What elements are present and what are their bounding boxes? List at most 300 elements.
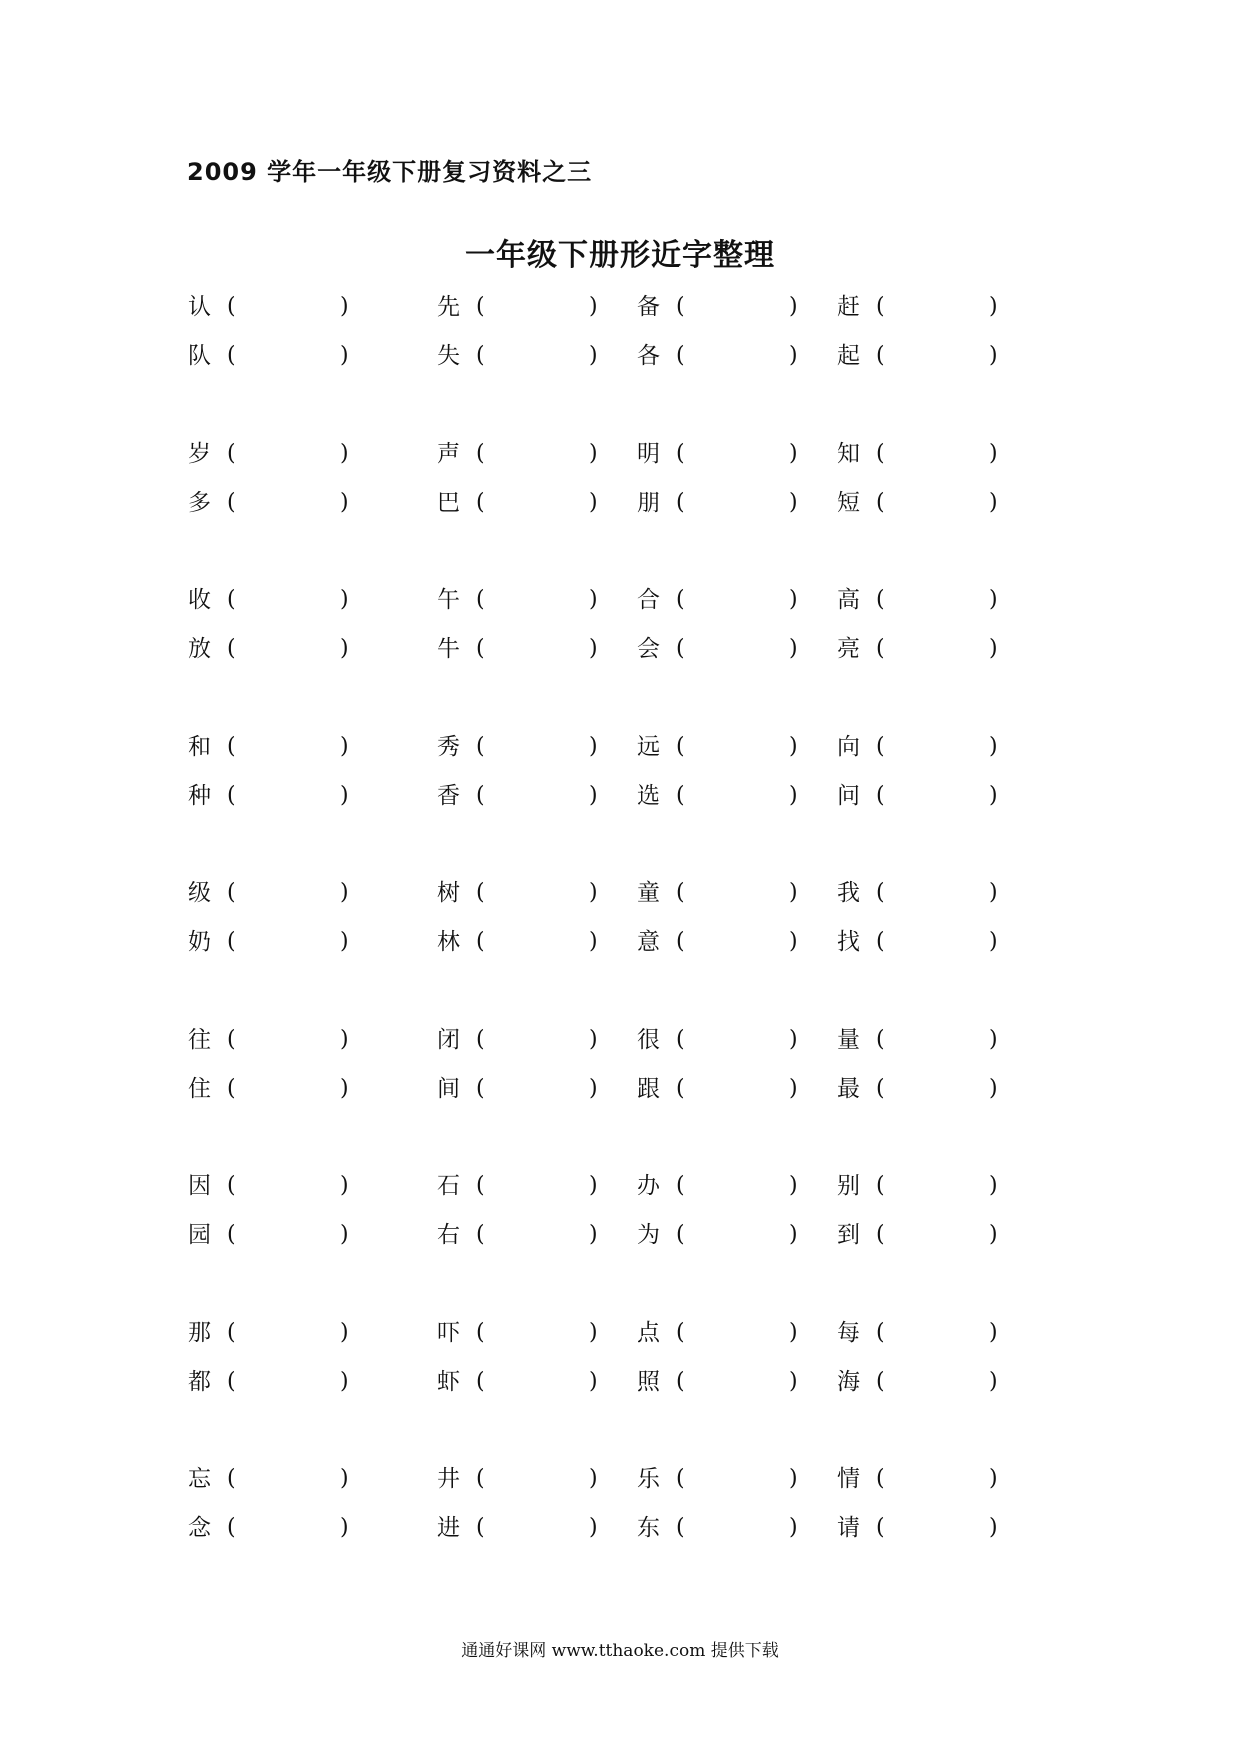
left-parenthesis: (: [227, 1026, 236, 1052]
character-item: [837, 434, 1009, 474]
left-parenthesis: (: [676, 880, 685, 905]
character-item: [837, 1069, 1009, 1109]
character-item: [437, 1508, 609, 1548]
left-parenthesis: (: [227, 1368, 236, 1394]
answer-blank[interactable]: [892, 786, 984, 806]
answer-blank[interactable]: [492, 444, 584, 464]
left-parenthesis: (: [476, 1222, 485, 1247]
answer-blank[interactable]: [892, 737, 984, 757]
left-parenthesis: (: [476, 1368, 485, 1394]
left-parenthesis: (: [476, 880, 485, 905]
left-parenthesis: (: [876, 440, 885, 466]
answer-blank[interactable]: [692, 1225, 784, 1245]
right-parenthesis: ): [589, 294, 598, 319]
character-group: [0, 287, 1240, 387]
character-item: [188, 922, 360, 962]
left-parenthesis: (: [227, 782, 236, 808]
answer-blank[interactable]: [492, 297, 584, 317]
character-label: 赶: [837, 294, 860, 320]
right-parenthesis: ): [789, 929, 798, 954]
character-label: 到: [837, 1222, 860, 1248]
character-label: 高: [837, 587, 860, 613]
left-parenthesis: (: [876, 1466, 885, 1491]
answer-blank[interactable]: [892, 1323, 984, 1343]
character-label: 远: [637, 733, 660, 760]
character-label: 海: [837, 1368, 860, 1395]
character-row: [0, 580, 1240, 620]
character-group: [0, 1166, 1240, 1266]
character-label: 都: [188, 1368, 211, 1395]
right-parenthesis: ): [989, 1368, 998, 1394]
answer-blank[interactable]: [492, 1176, 584, 1196]
left-parenthesis: (: [676, 294, 685, 319]
left-parenthesis: (: [876, 294, 885, 319]
character-item: [188, 1459, 360, 1499]
character-label: 岁: [188, 440, 211, 467]
character-row: [0, 1069, 1240, 1109]
right-parenthesis: ): [789, 880, 798, 905]
character-item: [188, 1313, 360, 1353]
left-parenthesis: (: [876, 929, 885, 954]
character-label: 选: [637, 782, 660, 809]
character-label: 朋: [637, 489, 660, 516]
answer-blank[interactable]: [692, 1079, 784, 1099]
right-parenthesis: ): [789, 1319, 798, 1345]
answer-blank[interactable]: [892, 1518, 984, 1538]
left-parenthesis: (: [876, 587, 885, 612]
answer-blank[interactable]: [243, 1372, 335, 1392]
right-parenthesis: ): [340, 587, 349, 612]
answer-blank[interactable]: [692, 1518, 784, 1538]
answer-blank[interactable]: [692, 297, 784, 317]
character-item: [637, 1508, 809, 1548]
left-parenthesis: (: [476, 1026, 485, 1052]
character-item: [637, 776, 809, 816]
answer-blank[interactable]: [243, 493, 335, 513]
character-item: [837, 776, 1009, 816]
answer-blank[interactable]: [243, 297, 335, 317]
answer-blank[interactable]: [243, 1176, 335, 1196]
character-item: [837, 727, 1009, 767]
right-parenthesis: ): [589, 1368, 598, 1394]
answer-blank[interactable]: [492, 1225, 584, 1245]
right-parenthesis: ): [589, 1026, 598, 1052]
answer-blank[interactable]: [492, 1323, 584, 1343]
right-parenthesis: ): [589, 782, 598, 808]
character-item: [637, 1069, 809, 1109]
character-label: 认: [188, 294, 211, 320]
right-parenthesis: ): [989, 1319, 998, 1345]
character-label: 和: [188, 733, 211, 760]
answer-blank[interactable]: [492, 1030, 584, 1050]
character-item: [637, 1215, 809, 1255]
right-parenthesis: ): [589, 1515, 598, 1540]
character-label: 最: [837, 1075, 860, 1102]
character-row: [0, 873, 1240, 913]
character-item: [837, 1215, 1009, 1255]
character-label: 童: [637, 880, 660, 906]
character-label: 东: [637, 1515, 660, 1541]
character-label: 右: [437, 1222, 460, 1248]
right-parenthesis: ): [789, 1222, 798, 1247]
right-parenthesis: ): [340, 929, 349, 954]
left-parenthesis: (: [227, 440, 236, 466]
right-parenthesis: ): [789, 1075, 798, 1101]
answer-blank[interactable]: [243, 786, 335, 806]
character-item: [437, 336, 609, 376]
character-item: [437, 483, 609, 523]
character-row: [0, 922, 1240, 962]
right-parenthesis: ): [340, 733, 349, 759]
left-parenthesis: (: [876, 343, 885, 368]
left-parenthesis: (: [676, 1466, 685, 1491]
character-item: [188, 1020, 360, 1060]
left-parenthesis: (: [227, 294, 236, 319]
character-row: [0, 434, 1240, 474]
answer-blank[interactable]: [892, 1372, 984, 1392]
right-parenthesis: ): [340, 489, 349, 515]
answer-blank[interactable]: [692, 1323, 784, 1343]
right-parenthesis: ): [340, 1515, 349, 1540]
right-parenthesis: ): [789, 636, 798, 661]
left-parenthesis: (: [876, 1222, 885, 1247]
answer-blank[interactable]: [692, 444, 784, 464]
left-parenthesis: (: [676, 489, 685, 515]
character-label: 问: [837, 782, 860, 809]
answer-blank[interactable]: [692, 932, 784, 952]
character-label: 各: [637, 343, 660, 369]
right-parenthesis: ): [989, 343, 998, 368]
character-label: 香: [437, 782, 460, 809]
footer-text: 通通好课网 www.tthaoke.com 提供下载: [461, 1641, 779, 1661]
character-item: [637, 1313, 809, 1353]
character-label: 住: [188, 1075, 211, 1102]
right-parenthesis: ): [589, 1222, 598, 1247]
answer-blank[interactable]: [243, 1030, 335, 1050]
answer-blank[interactable]: [243, 932, 335, 952]
character-item: [437, 1069, 609, 1109]
left-parenthesis: (: [476, 587, 485, 612]
character-label: 为: [637, 1222, 660, 1248]
character-item: [188, 727, 360, 767]
answer-blank[interactable]: [892, 932, 984, 952]
character-item: [437, 1459, 609, 1499]
right-parenthesis: ): [989, 733, 998, 759]
right-parenthesis: ): [789, 587, 798, 612]
answer-blank[interactable]: [243, 346, 335, 366]
answer-blank[interactable]: [243, 737, 335, 757]
character-label: 牛: [437, 636, 460, 662]
answer-blank[interactable]: [892, 1469, 984, 1489]
character-item: [437, 727, 609, 767]
character-item: [637, 287, 809, 327]
right-parenthesis: ): [789, 489, 798, 515]
answer-blank[interactable]: [492, 346, 584, 366]
character-item: [437, 873, 609, 913]
character-group: [0, 1020, 1240, 1120]
left-parenthesis: (: [876, 636, 885, 661]
right-parenthesis: ): [589, 1075, 598, 1101]
character-item: [837, 1508, 1009, 1548]
right-parenthesis: ): [989, 929, 998, 954]
left-parenthesis: (: [227, 489, 236, 515]
character-label: 收: [188, 587, 211, 613]
right-parenthesis: ): [589, 1319, 598, 1345]
character-label: 进: [437, 1515, 460, 1541]
right-parenthesis: ): [789, 343, 798, 368]
answer-blank[interactable]: [492, 1469, 584, 1489]
answer-blank[interactable]: [892, 1225, 984, 1245]
right-parenthesis: ): [589, 929, 598, 954]
character-label: 乐: [637, 1466, 660, 1492]
character-item: [637, 873, 809, 913]
character-item: [637, 629, 809, 669]
character-label: 园: [188, 1222, 211, 1248]
answer-blank[interactable]: [692, 737, 784, 757]
character-item: [188, 580, 360, 620]
answer-blank[interactable]: [692, 590, 784, 610]
left-parenthesis: (: [476, 782, 485, 808]
right-parenthesis: ): [340, 782, 349, 808]
character-group: [0, 1313, 1240, 1413]
character-label: 午: [437, 587, 460, 613]
left-parenthesis: (: [227, 636, 236, 661]
character-row: [0, 776, 1240, 816]
answer-blank[interactable]: [492, 493, 584, 513]
character-label: 秀: [437, 733, 460, 760]
left-parenthesis: (: [227, 1466, 236, 1491]
character-label: 声: [437, 440, 460, 467]
right-parenthesis: ): [340, 343, 349, 368]
character-row: [0, 336, 1240, 376]
left-parenthesis: (: [876, 733, 885, 759]
character-label: 别: [837, 1173, 860, 1199]
character-row: [0, 727, 1240, 767]
left-parenthesis: (: [476, 440, 485, 466]
answer-blank[interactable]: [492, 590, 584, 610]
character-group: [0, 727, 1240, 827]
character-label: 每: [837, 1319, 860, 1346]
header-title: 2009 学年一年级下册复习资料之三: [187, 158, 593, 186]
character-item: [188, 434, 360, 474]
answer-blank[interactable]: [892, 1176, 984, 1196]
character-item: [637, 922, 809, 962]
answer-blank[interactable]: [492, 1079, 584, 1099]
right-parenthesis: ): [989, 587, 998, 612]
answer-blank[interactable]: [892, 346, 984, 366]
character-label: 合: [637, 587, 660, 613]
character-item: [437, 1362, 609, 1402]
left-parenthesis: (: [676, 1075, 685, 1101]
right-parenthesis: ): [589, 343, 598, 368]
character-label: 跟: [637, 1075, 660, 1102]
character-label: 明: [637, 440, 660, 467]
right-parenthesis: ): [789, 1368, 798, 1394]
answer-blank[interactable]: [243, 883, 335, 903]
character-group: [0, 1459, 1240, 1559]
character-label: 念: [188, 1515, 211, 1541]
right-parenthesis: ): [340, 440, 349, 466]
right-parenthesis: ): [340, 1173, 349, 1198]
answer-blank[interactable]: [692, 1176, 784, 1196]
right-parenthesis: ): [340, 1222, 349, 1247]
answer-blank[interactable]: [492, 932, 584, 952]
character-item: [837, 1020, 1009, 1060]
character-item: [437, 580, 609, 620]
character-label: 意: [637, 929, 660, 955]
right-parenthesis: ): [789, 782, 798, 808]
answer-blank[interactable]: [492, 1372, 584, 1392]
character-label: 短: [837, 489, 860, 516]
right-parenthesis: ): [989, 440, 998, 466]
answer-blank[interactable]: [492, 639, 584, 659]
left-parenthesis: (: [876, 1075, 885, 1101]
character-item: [837, 922, 1009, 962]
character-label: 亮: [837, 636, 860, 662]
left-parenthesis: (: [676, 587, 685, 612]
right-parenthesis: ): [989, 1466, 998, 1491]
character-label: 忘: [188, 1466, 211, 1492]
character-label: 会: [637, 636, 660, 662]
right-parenthesis: ): [789, 1466, 798, 1491]
character-item: [637, 1166, 809, 1206]
left-parenthesis: (: [676, 1222, 685, 1247]
character-item: [637, 483, 809, 523]
left-parenthesis: (: [676, 1319, 685, 1345]
character-item: [837, 1313, 1009, 1353]
right-parenthesis: ): [789, 440, 798, 466]
left-parenthesis: (: [476, 1319, 485, 1345]
answer-blank[interactable]: [892, 444, 984, 464]
character-label: 很: [637, 1026, 660, 1053]
character-label: 备: [637, 294, 660, 320]
answer-blank[interactable]: [892, 1079, 984, 1099]
left-parenthesis: (: [876, 880, 885, 905]
answer-blank[interactable]: [243, 590, 335, 610]
character-item: [837, 483, 1009, 523]
answer-blank[interactable]: [892, 883, 984, 903]
character-item: [837, 580, 1009, 620]
answer-blank[interactable]: [243, 639, 335, 659]
answer-blank[interactable]: [492, 1518, 584, 1538]
answer-blank[interactable]: [692, 639, 784, 659]
answer-blank[interactable]: [243, 444, 335, 464]
character-item: [637, 580, 809, 620]
answer-blank[interactable]: [892, 639, 984, 659]
character-row: [0, 1166, 1240, 1206]
character-label: 奶: [188, 929, 211, 955]
left-parenthesis: (: [476, 1515, 485, 1540]
answer-blank[interactable]: [692, 1372, 784, 1392]
right-parenthesis: ): [340, 294, 349, 319]
character-label: 种: [188, 782, 211, 809]
left-parenthesis: (: [676, 1515, 685, 1540]
answer-blank[interactable]: [892, 1030, 984, 1050]
character-item: [837, 873, 1009, 913]
answer-blank[interactable]: [692, 786, 784, 806]
character-item: [437, 922, 609, 962]
character-item: [437, 629, 609, 669]
character-item: [188, 1508, 360, 1548]
answer-blank[interactable]: [243, 1079, 335, 1099]
right-parenthesis: ): [989, 782, 998, 808]
character-row: [0, 1020, 1240, 1060]
left-parenthesis: (: [876, 489, 885, 515]
answer-blank[interactable]: [492, 883, 584, 903]
right-parenthesis: ): [340, 1026, 349, 1052]
character-item: [188, 629, 360, 669]
answer-blank[interactable]: [692, 1469, 784, 1489]
right-parenthesis: ): [340, 636, 349, 661]
character-label: 队: [188, 343, 211, 369]
right-parenthesis: ): [989, 1515, 998, 1540]
character-item: [637, 1020, 809, 1060]
character-label: 石: [437, 1173, 460, 1199]
character-group: [0, 873, 1240, 973]
character-label: 那: [188, 1319, 211, 1346]
left-parenthesis: (: [676, 343, 685, 368]
right-parenthesis: ): [989, 1026, 998, 1052]
character-row: [0, 1313, 1240, 1353]
right-parenthesis: ): [789, 1026, 798, 1052]
character-item: [188, 1215, 360, 1255]
character-row: [0, 1362, 1240, 1402]
answer-blank[interactable]: [692, 883, 784, 903]
answer-blank[interactable]: [243, 1323, 335, 1343]
answer-blank[interactable]: [492, 786, 584, 806]
right-parenthesis: ): [340, 1319, 349, 1345]
left-parenthesis: (: [227, 1319, 236, 1345]
right-parenthesis: ): [989, 1075, 998, 1101]
left-parenthesis: (: [676, 929, 685, 954]
answer-blank[interactable]: [243, 1225, 335, 1245]
character-label: 量: [837, 1026, 860, 1053]
right-parenthesis: ): [789, 1173, 798, 1198]
character-item: [637, 727, 809, 767]
left-parenthesis: (: [676, 1173, 685, 1198]
answer-blank[interactable]: [692, 346, 784, 366]
answer-blank[interactable]: [692, 493, 784, 513]
right-parenthesis: ): [789, 1515, 798, 1540]
answer-blank[interactable]: [243, 1469, 335, 1489]
answer-blank[interactable]: [892, 590, 984, 610]
character-row: [0, 287, 1240, 327]
page-title: 一年级下册形近字整理: [465, 238, 775, 273]
answer-blank[interactable]: [892, 493, 984, 513]
right-parenthesis: ): [989, 489, 998, 515]
left-parenthesis: (: [476, 929, 485, 954]
answer-blank[interactable]: [892, 297, 984, 317]
left-parenthesis: (: [476, 294, 485, 319]
answer-blank[interactable]: [492, 737, 584, 757]
right-parenthesis: ): [989, 636, 998, 661]
character-label: 我: [837, 880, 860, 906]
right-parenthesis: ): [989, 294, 998, 319]
character-item: [437, 287, 609, 327]
character-item: [437, 1215, 609, 1255]
character-group: [0, 580, 1240, 680]
answer-blank[interactable]: [243, 1518, 335, 1538]
answer-blank[interactable]: [692, 1030, 784, 1050]
character-group: [0, 434, 1240, 534]
left-parenthesis: (: [876, 1319, 885, 1345]
character-label: 向: [837, 733, 860, 760]
left-parenthesis: (: [676, 733, 685, 759]
character-item: [837, 629, 1009, 669]
left-parenthesis: (: [227, 880, 236, 905]
right-parenthesis: ): [340, 1466, 349, 1491]
character-item: [837, 1166, 1009, 1206]
